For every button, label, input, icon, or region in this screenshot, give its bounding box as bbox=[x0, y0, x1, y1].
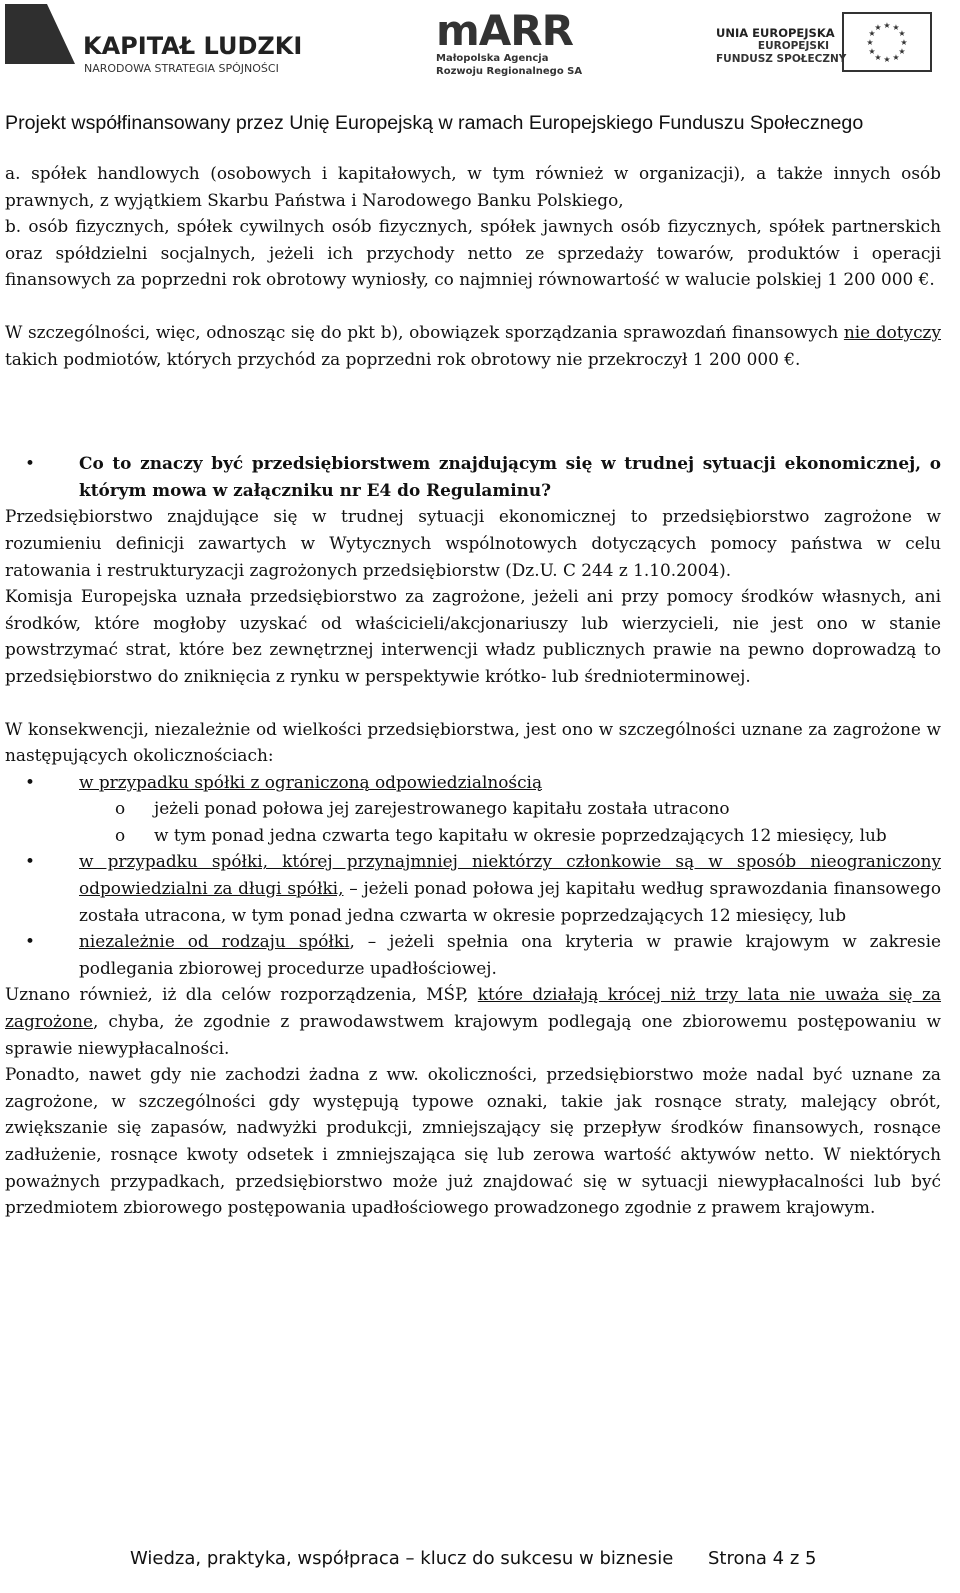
svg-text:★: ★ bbox=[874, 23, 882, 32]
svg-text:★: ★ bbox=[883, 55, 891, 64]
sub-bullet-icon: o bbox=[115, 798, 126, 819]
svg-text:★: ★ bbox=[892, 53, 900, 62]
svg-text:★: ★ bbox=[898, 47, 906, 56]
list-item: • niezależnie od rodzaju spółki, – jeżeli spełnia ona kryteria w prawie krajowym w zakresie podlegania zbiorowej procedurze upadłościowej. bbox=[5, 928, 941, 981]
sub-list-item: o jeżeli ponad połowa jej zarejestrowanego kapitału została utracono bbox=[5, 795, 941, 822]
svg-text:★: ★ bbox=[868, 47, 876, 56]
sub-list-item: o w tym ponad jedna czwarta tego kapitału w okresie poprzedzających 12 miesięcy, lub bbox=[5, 822, 941, 849]
ue-line-1: UNIA EUROPEJSKA bbox=[716, 26, 835, 40]
kapital-ludzki-emblem-icon bbox=[5, 4, 75, 64]
kapital-ludzki-subtitle: NARODOWA STRATEGIA SPÓJNOŚCI bbox=[84, 62, 279, 75]
paragraph-4: W konsekwencji, niezależnie od wielkości przedsiębiorstwa, jest ono w szczególności uznane za zagrożone w następujących okolicznościach: bbox=[5, 718, 941, 766]
list-item: • w przypadku spółki z ograniczoną odpowiedzialnością bbox=[5, 769, 941, 796]
ue-line-3: FUNDUSZ SPOŁECZNY bbox=[716, 53, 847, 65]
footer-slogan: Wiedza, praktyka, współpraca – klucz do sukcesu w biznesie bbox=[130, 1548, 674, 1569]
document-body bbox=[5, 160, 941, 1221]
paragraph-6: Ponadto, nawet gdy nie zachodzi żadna z ww. okoliczności, przedsiębiorstwo może nadal być uznane za zagrożone, w szczególności gdy występują typowe oznaki, takie jak rosnące straty, malejący obrót, zwiększanie się zapasów, nadwyżki produkcji, zmniejszający się przepływ środków finansowych, rosnące zadłużenie, rosnące kwoty odsetek i zmniejszająca się lub zerowa wartość aktywów netto. W niektórych poważnych przypadkach, przedsiębiorstwo może już znajdować się w sytuacji niewypłacalności lub być przedmiotem zbiorowego postępowania upadłościowego prowadzonego zgodnie z prawem krajowym. bbox=[5, 1064, 941, 1218]
marr-logo bbox=[436, 6, 583, 78]
eu-flag-icon bbox=[842, 12, 932, 72]
svg-text:★: ★ bbox=[874, 53, 882, 62]
paragraph-3: Komisja Europejska uznała przedsiębiorstwo za zagrożone, jeżeli ani przy pomocy środków własnych, ani środków, które mogłoby uzyskać od właścicieli/akcjonariuszy lub wierzycieli, nie jest ono w stanie powstrzymać strat, które bez zewnętrznej interwencji władz publicznych prawie na pewno doprowadzą to przedsiębiorstwo do zniknięcia z rynku w perspektywie krótko- lub średnioterminowej. bbox=[5, 586, 941, 686]
marr-line-1: Małopolska Agencja bbox=[436, 53, 549, 64]
list-item: • w przypadku spółki, której przynajmniej niektórzy członkowie są w sposób nieograniczony odpowiedzialni za długi spółki, – jeżeli ponad połowa jej kapitału według sprawozdania finansowego została utracona, w tym ponad jedna czwarta w okresie poprzedzających 12 miesięcy, lub bbox=[5, 848, 941, 928]
svg-text:★: ★ bbox=[883, 21, 891, 30]
paragraph-5: Uznano również, iż dla celów rozporządzenia, MŚP, które działają krócej niż trzy lata nie uważa się za zagrożone, chyba, że zgodnie z prawodawstwem krajowym podlegają one zbiorowemu postępowaniu w sprawie niewypłacalności. bbox=[5, 984, 942, 1058]
marr-line-2: Rozwoju Regionalnego SA bbox=[436, 66, 583, 77]
bullet-icon: • bbox=[25, 851, 35, 872]
kapital-ludzki-title: KAPITAŁ LUDZKI bbox=[83, 32, 303, 60]
page-number: Strona 4 z 5 bbox=[708, 1548, 817, 1569]
marr-title: mARR bbox=[436, 6, 573, 55]
question-heading: Co to znaczy być przedsiębiorstwem znajdującym się w trudnej sytuacji ekonomicznej, o którym mowa w załączniku nr E4 do Regulaminu? bbox=[79, 453, 941, 500]
ue-text bbox=[716, 26, 847, 66]
paragraph-2: Przedsiębiorstwo znajdujące się w trudnej sytuacji ekonomicznej to przedsiębiorstwo zagrożone w rozumieniu definicji zawartych w Wytycznych wspólnotowych dotyczących pomocy państwa w celu ratowania i restrukturyzacji zagrożonych przedsiębiorstw (Dz.U. C 244 z 1.10.2004). bbox=[5, 506, 941, 580]
project-cofinancing-line: Projekt współfinansowany przez Unię Europejską w ramach Europejskiego Funduszu Społecznego bbox=[5, 112, 864, 134]
bullet-icon: • bbox=[25, 771, 35, 792]
svg-text:★: ★ bbox=[892, 23, 900, 32]
paragraph-1: W szczególności, więc, odnosząc się do pkt b), obowiązek sporządzania sprawozdań finansowych nie dotyczy takich podmiotów, których przychód za poprzedni rok obrotowy nie przekroczył 1 200 000 €. bbox=[5, 321, 941, 369]
header-logos bbox=[0, 0, 960, 100]
sub-bullet-icon: o bbox=[115, 824, 126, 845]
bullet-icon: • bbox=[25, 931, 35, 952]
bullet-icon: • bbox=[25, 453, 35, 474]
svg-text:★: ★ bbox=[900, 38, 908, 47]
ue-line-2: EUROPEJSKI bbox=[757, 40, 829, 52]
item-b: b. osób fizycznych, spółek cywilnych osób fizycznych, spółek jawnych osób fizycznych, spółek partnerskich oraz spółdzielni socjalnych, jeżeli ich przychody netto ze sprzedaży towarów, produktów i operacji finansowych za poprzedni rok obrotowy wyniosły, co najmniej równowartość w walucie polskiej 1 200 000 €. bbox=[5, 216, 941, 290]
item-a: a. spółek handlowych (osobowych i kapitałowych, w tym również w organizacji), a także innych osób prawnych, z wyjątkiem Skarbu Państwa i Narodowego Banku Polskiego, bbox=[5, 163, 941, 210]
svg-text:★: ★ bbox=[898, 29, 906, 38]
underlined-text: nie dotyczy bbox=[843, 321, 941, 342]
svg-text:★: ★ bbox=[868, 29, 876, 38]
question-bullet bbox=[5, 450, 941, 503]
svg-text:★: ★ bbox=[866, 38, 874, 47]
